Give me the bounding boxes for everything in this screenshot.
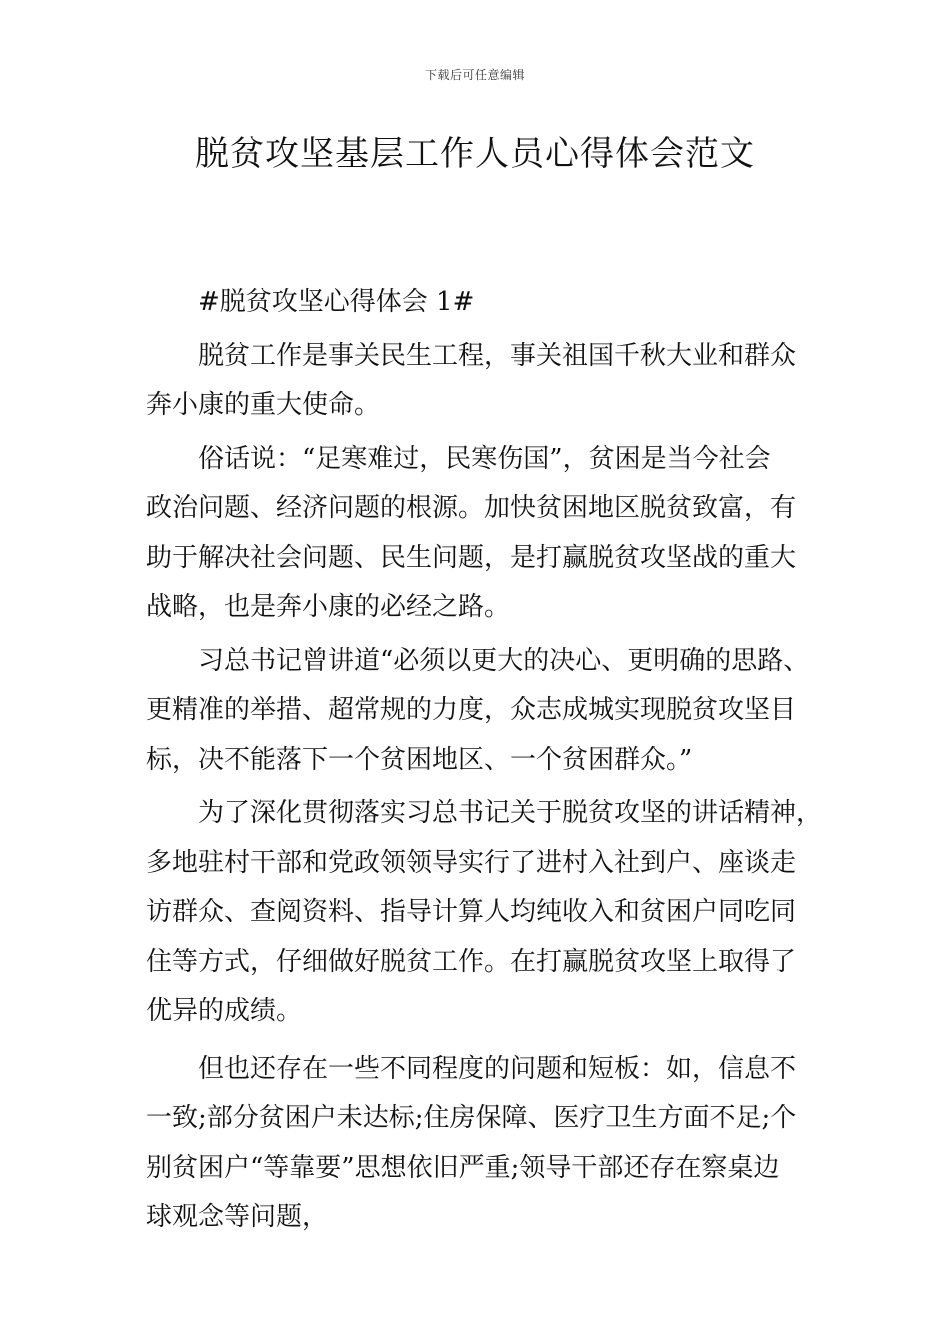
- paragraph: [146, 332, 810, 431]
- paragraph-line: 访群众、查阅资料、指导计算人均纯收入和贫困户同吃同: [146, 897, 797, 927]
- paragraph-line: 政治问题、经济问题的根源。加快贫困地区脱贫致富，有: [146, 493, 797, 523]
- paragraph-line: 多地驻村干部和党政领领导实行了进村入社到户、座谈走: [146, 847, 797, 878]
- paragraph-line: #脱贫攻坚心得体会 1#: [198, 287, 475, 317]
- paragraph: [146, 789, 823, 1037]
- paragraph-line: 为了深化贯彻落实习总书记关于脱贫攻坚的讲话精神，: [198, 798, 823, 828]
- paragraph-line: 住等方式，仔细做好脱贫工作。在打赢脱贫攻坚上取得了: [146, 946, 797, 977]
- paragraph-line: 优异的成绩。: [146, 996, 303, 1026]
- paragraph: [146, 1045, 810, 1243]
- paragraph-line: 别贫困户“等靠要”思想依旧严重;领导干部还存在察桌边: [146, 1152, 780, 1183]
- header-note: 下载后可任意编辑: [424, 68, 525, 82]
- paragraph-line: 一致;部分贫困户未达标;住房保障、医疗卫生方面不足;个: [146, 1103, 797, 1133]
- paragraph-line: 球观念等问题，: [146, 1202, 329, 1232]
- paragraph-line: 俗话说：“足寒难过，民寒伤国”，贫困是当今社会: [198, 443, 771, 474]
- document-body: [146, 278, 823, 1243]
- paragraph-line: 习总书记曾讲道“必须以更大的决心、更明确的思路、: [198, 645, 810, 676]
- paragraph-line: 助于解决社会问题、民生问题，是打赢脱贫攻坚战的重大: [146, 542, 797, 573]
- section-heading: [146, 278, 810, 328]
- document-title: 脱贫攻坚基层工作人员心得体会范文: [195, 134, 755, 174]
- paragraph-line: 更精准的举措、超常规的力度，众志成城实现脱贫攻坚目: [146, 695, 797, 725]
- paragraph-line: 奔小康的重大使命。: [146, 390, 381, 420]
- paragraph-line: 但也还存在一些不同程度的问题和短板：如，信息不: [198, 1053, 797, 1084]
- paragraph: [146, 637, 810, 786]
- paragraph-line: 战略，也是奔小康的必经之路。: [146, 592, 511, 622]
- paragraph-line: 脱贫工作是事关民生工程，事关祖国千秋大业和群众: [198, 340, 797, 371]
- paragraph: [146, 435, 810, 633]
- paragraph-line: 标，决不能落下一个贫困地区、一个贫困群众。”: [146, 744, 693, 775]
